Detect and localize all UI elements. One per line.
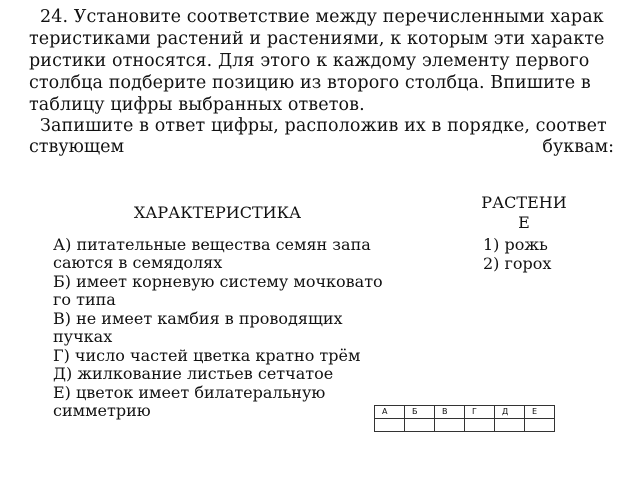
answer-header-g: Г	[465, 406, 495, 419]
answer-header-v: В	[435, 406, 465, 419]
characteristic-a-cont: саются в семядолях	[53, 253, 223, 272]
characteristic-g: Г) число частей цветка кратно трём	[53, 346, 361, 365]
answer-table-header-row	[375, 406, 555, 419]
answer-cell-g[interactable]	[465, 419, 495, 432]
answer-table-input-row	[375, 419, 555, 432]
task-line-1: 24. Установите соответствие между перечисленными харак	[40, 7, 604, 27]
task-line-7-left: ствующем	[29, 137, 125, 157]
plant-header-line-1: РАСТЕНИ	[481, 193, 567, 212]
task-line-7-right: буквам:	[542, 137, 614, 157]
task-line-5: таблицу цифры выбранных ответов.	[29, 95, 365, 115]
characteristic-v: В) не имеет камбия в проводящих	[53, 309, 343, 328]
characteristic-b-cont: го типа	[53, 290, 116, 309]
answer-cell-b[interactable]	[405, 419, 435, 432]
characteristic-v-cont: пучках	[53, 327, 113, 346]
plant-2: 2) горох	[483, 254, 552, 273]
plant-header-line-2: Е	[518, 213, 530, 232]
task-line-2: теристиками растений и растениями, к которым эти характе	[29, 29, 605, 49]
answer-cell-d[interactable]	[495, 419, 525, 432]
answer-header-a: А	[375, 406, 405, 419]
characteristic-e: Е) цветок имеет билатеральную	[53, 383, 326, 402]
characteristic-a: А) питательные вещества семян запа	[53, 235, 371, 254]
answer-table	[374, 405, 555, 432]
answer-cell-a[interactable]	[375, 419, 405, 432]
answer-header-e: Е	[525, 406, 555, 419]
answer-cell-e[interactable]	[525, 419, 555, 432]
plant-1: 1) рожь	[483, 235, 548, 254]
plant-column-header	[474, 193, 574, 233]
answer-header-d: Д	[495, 406, 525, 419]
task-line-3: ристики относятся. Для этого к каждому элементу первого	[29, 51, 590, 71]
characteristic-d: Д) жилкование листьев сетчатое	[53, 364, 334, 383]
task-line-4: столбца подберите позицию из второго столбца. Впишите в	[29, 73, 591, 93]
characteristic-column-header: ХАРАКТЕРИСТИКА	[133, 203, 302, 222]
answer-cell-v[interactable]	[435, 419, 465, 432]
characteristic-e-cont: симметрию	[53, 401, 151, 420]
answer-header-b: Б	[405, 406, 435, 419]
task-line-7	[29, 136, 614, 158]
characteristic-b: Б) имеет корневую систему мочковато	[53, 272, 383, 291]
task-line-6: Запишите в ответ цифры, расположив их в порядке, соответ	[40, 116, 607, 136]
